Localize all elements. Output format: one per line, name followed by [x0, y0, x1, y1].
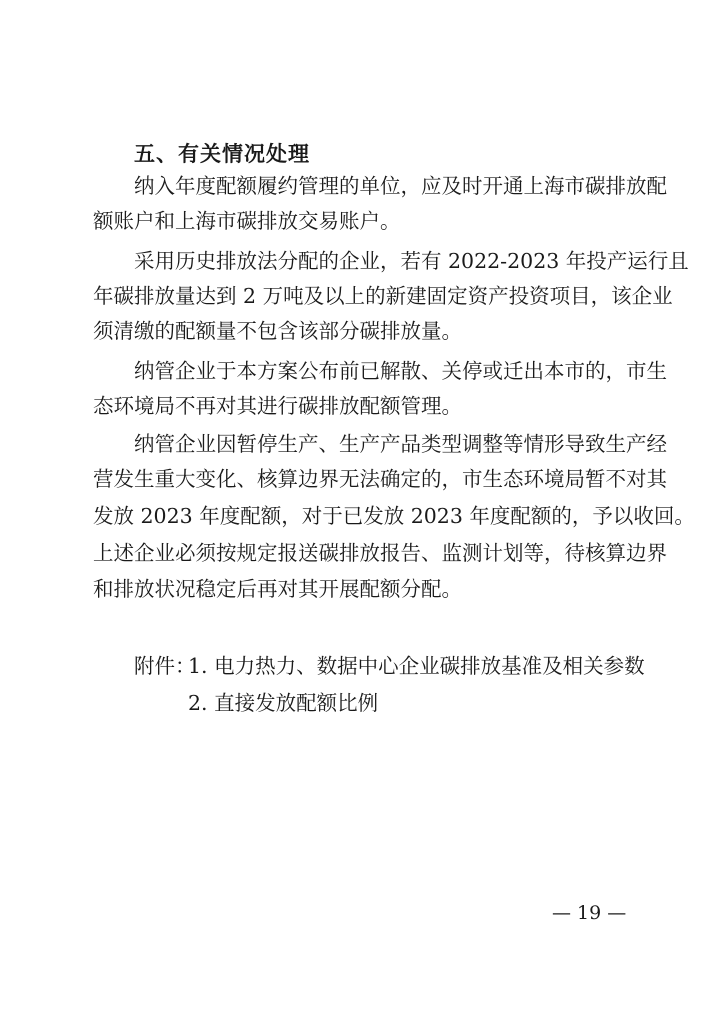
attachments-label: 附件：: [134, 654, 196, 678]
attachment-item-1: 1. 电力热力、数据中心企业碳排放基准及相关参数: [188, 654, 645, 678]
paragraph-2-line-2: 年碳排放量达到 2 万吨及以上的新建固定资产投资项目，该企业: [93, 284, 673, 308]
paragraph-4-line-2: 营发生重大变化、核算边界无法确定的，市生态环境局暂不对其: [93, 467, 667, 491]
paragraph-3-line-2: 态环境局不再对其进行碳排放配额管理。: [93, 394, 462, 418]
section-heading: 五、有关情况处理: [134, 142, 310, 166]
paragraph-4-line-3: 发放 2023 年度配额，对于已发放 2023 年度配额的，予以收回。: [93, 504, 695, 528]
paragraph-4-line-4: 上述企业必须按规定报送碳排放报告、监测计划等，待核算边界: [93, 541, 667, 565]
paragraph-1-line-1: 纳入年度配额履约管理的单位，应及时开通上海市碳排放配: [134, 174, 667, 198]
paragraph-4-line-1: 纳管企业因暂停生产、生产产品类型调整等情形导致生产经: [134, 432, 667, 456]
paragraph-2-line-1: 采用历史排放法分配的企业，若有 2022-2023 年投产运行且: [134, 249, 689, 273]
paragraph-1-line-2: 额账户和上海市碳排放交易账户。: [93, 209, 401, 233]
paragraph-2-line-3: 须清缴的配额量不包含该部分碳排放量。: [93, 319, 462, 343]
attachment-item-2: 2. 直接发放配额比例: [188, 691, 379, 715]
page-number: — 19 —: [552, 902, 627, 924]
paragraph-4-line-5: 和排放状况稳定后再对其开展配额分配。: [93, 577, 462, 601]
paragraph-3-line-1: 纳管企业于本方案公布前已解散、关停或迁出本市的，市生: [134, 359, 667, 383]
